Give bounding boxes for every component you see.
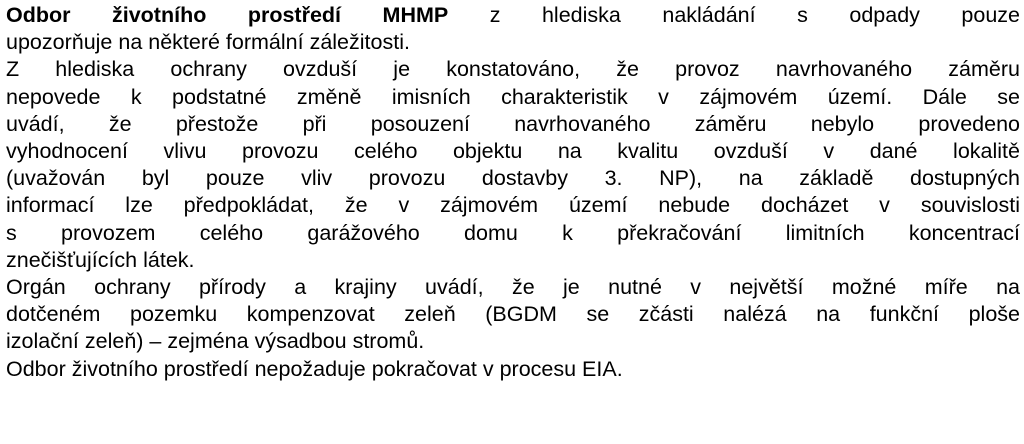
text-span: z hlediska nakládání s odpady pouze [448,3,1020,27]
paragraph-nature [6,274,1020,356]
text-line: dotčeném pozemku kompenzovat zeleň (BGDM se zčásti nalézá na funkční ploše [6,302,1020,327]
text-line: Odbor životního prostředí nepožaduje pokračovat v procesu EIA. [6,356,623,381]
text-line: upozorňuje na některé formální záležitosti. [6,30,410,55]
text-line: s provozem celého garážového domu k překračování limitních koncentrací [6,220,1020,245]
text-line: izolační zeleň) – zejména výsadbou stromů. [6,329,425,354]
paragraph-air [6,56,1020,274]
text-line: Z hlediska ochrany ovzduší je konstatováno, že provoz navrhovaného záměru [6,57,1020,82]
text-line [6,2,1020,29]
text-line: nepovede k podstatné změně imisních charakteristik v zájmovém území. Dále se [6,84,1020,109]
text-line: vyhodnocení vlivu provozu celého objektu na kvalitu ovzduší v dané lokalitě [6,139,1020,164]
text-line: znečišťujících látek. [6,247,195,272]
paragraph-conclusion [6,356,1020,383]
text-line: Orgán ochrany přírody a krajiny uvádí, že je nutné v největší možné míře na [6,275,1020,300]
text-line: (uvažován byl pouze vliv provozu dostavby 3. NP), na základě dostupných [6,166,1020,191]
paragraph-waste [6,2,1020,56]
text-line: informací lze předpokládat, že v zájmovém území nebude docházet v souvislosti [6,193,1020,218]
text-line: uvádí, že přestože při posouzení navrhovaného záměru nebylo provedeno [6,111,1020,136]
document-body [6,2,1020,383]
department-name: Odbor životního prostředí MHMP [6,3,449,27]
